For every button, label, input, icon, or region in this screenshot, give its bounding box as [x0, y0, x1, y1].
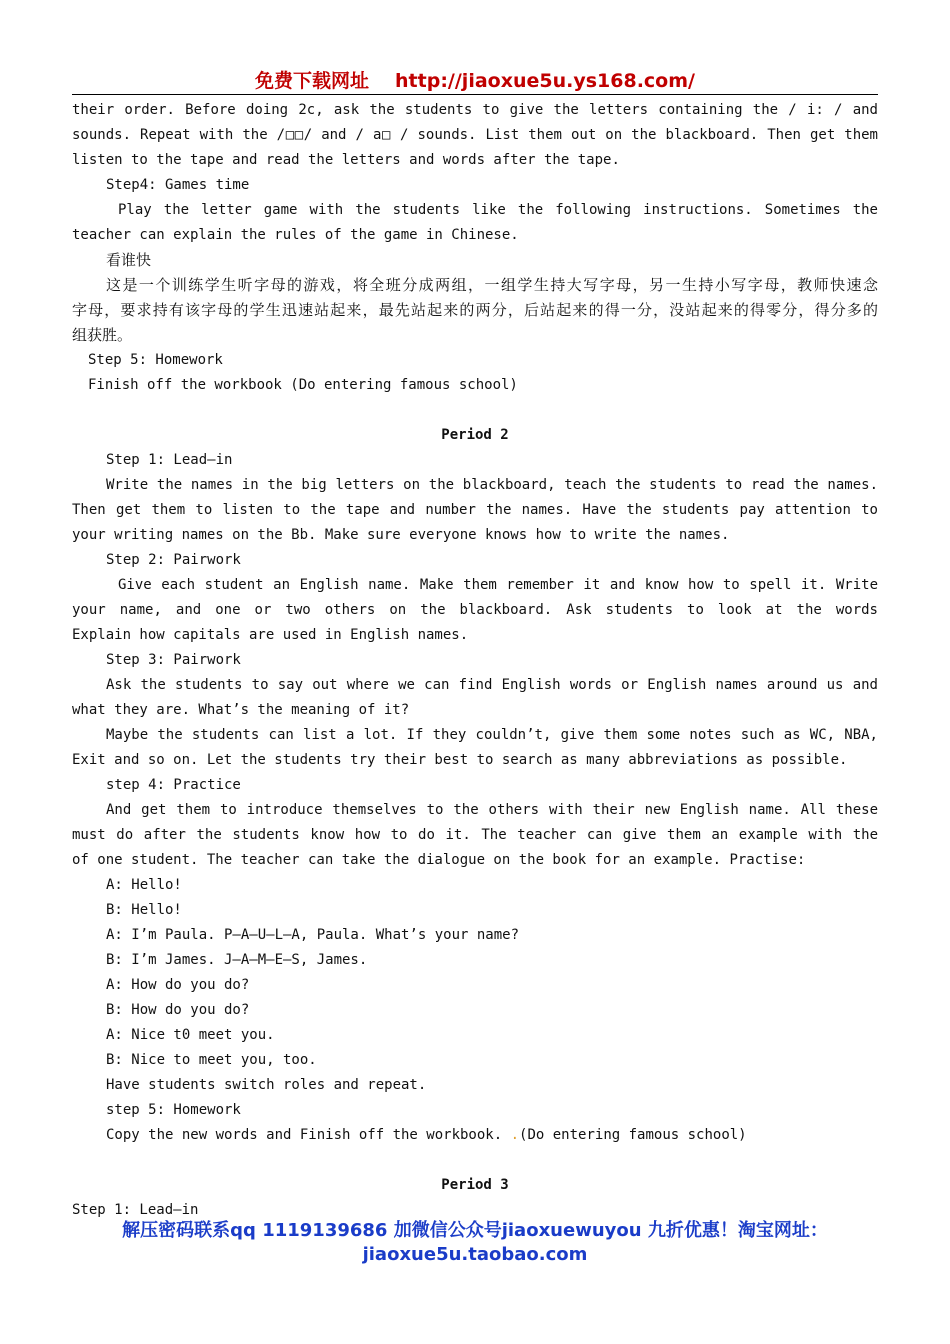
- step-heading: Step 2: Pairwork: [106, 552, 241, 568]
- header-url-link[interactable]: http://jiaoxue5u.ys168.com/: [395, 70, 695, 92]
- dialogue-line: B: How do you do?: [106, 1002, 250, 1018]
- text-line: your writing names on the Bb. Make sure everyone knows how to write the names.: [72, 527, 730, 543]
- text-line: Exit and so on. Let the students try their best to search as many abbreviations as possible.: [72, 752, 848, 768]
- step-heading: step 4: Practice: [106, 777, 241, 793]
- step-heading: Step 3: Pairwork: [106, 652, 241, 668]
- header-label: 免费下载网址: [255, 70, 370, 92]
- text-line: what they are. What’s the meaning of it?: [72, 702, 410, 718]
- text-line: of one student. The teacher can take the dialogue on the book for an example. Practise:: [72, 852, 806, 868]
- text-line: teacher can explain the rules of the game in Chinese.: [72, 227, 519, 243]
- chinese-text-line: 字母，要求持有该字母的学生迅速站起来，最先站起来的两分，后站起来的得一分，没站起来的得零分，得分多的: [72, 301, 878, 319]
- lesson-body: [72, 98, 878, 1223]
- dialogue-line: A: Hello!: [106, 877, 182, 893]
- text-line: Maybe the students can list a lot. If they couldn’t, give them some notes such as WC, NBA,: [106, 727, 878, 743]
- chinese-text-line: 组获胜。: [72, 326, 133, 344]
- footer-line-1: 解压密码联系qq 1119139686 加微信公众号jiaoxuewuyou 九折优惠！淘宝网址：: [122, 1220, 828, 1241]
- dialogue-line: A: I’m Paula. P—A—U—L—A, Paula. What’s your name?: [106, 927, 520, 943]
- dialogue-line: B: I’m James. J—A—M—E—S, James.: [106, 952, 368, 968]
- homework-note: (Do entering famous school): [519, 1127, 747, 1143]
- period-title: Period 2: [441, 427, 509, 443]
- step-heading: Step 1: Lead—in: [106, 452, 233, 468]
- text-line: Explain how capitals are used in English names.: [72, 627, 469, 643]
- dialogue-line: B: Nice to meet you, too.: [106, 1052, 317, 1068]
- text-line: sounds. Repeat with the /□□/ and / a□ / sounds. List them out on the blackboard. Then get them: [72, 127, 878, 143]
- footer-shop-link[interactable]: jiaoxue5u.taobao.com: [362, 1244, 588, 1265]
- dialogue-line: A: How do you do?: [106, 977, 250, 993]
- game-title: 看谁快: [106, 251, 152, 269]
- text-line: Give each student an English name. Make them remember it and know how to spell it. Write: [118, 577, 878, 593]
- step-heading: Step 5: Homework: [88, 352, 223, 368]
- step-heading: step 5: Homework: [106, 1102, 241, 1118]
- promo-footer: [0, 1219, 950, 1267]
- download-header: [0, 66, 950, 93]
- header-rule: [72, 94, 878, 95]
- text-line: your name, and one or two others on the blackboard. Ask students to look at the words: [72, 602, 878, 618]
- text-line: must do after the students know how to do it. The teacher can give them an example with the: [72, 827, 878, 843]
- text-line: Ask the students to say out where we can find English words or English names around us and: [106, 677, 878, 693]
- chinese-text-line: 这是一个训练学生听字母的游戏，将全班分成两组，一组学生持大写字母，另一生持小写字母，教师快速念: [106, 276, 878, 294]
- dialogue-line: B: Hello!: [106, 902, 182, 918]
- text-line: And get them to introduce themselves to the others with their new English name. All these: [106, 802, 878, 818]
- homework-line: [72, 1123, 878, 1148]
- step-heading: Step 1: Lead—in: [72, 1202, 199, 1218]
- homework-text: Copy the new words and Finish off the workbook.: [106, 1127, 503, 1143]
- text-line: Write the names in the big letters on the blackboard, teach the students to read the names.: [106, 477, 878, 493]
- stray-dot: .: [510, 1127, 520, 1143]
- text-line: Then get them to listen to the tape and number the names. Have the students pay attention to: [72, 502, 878, 518]
- step-heading: Step4: Games time: [106, 177, 250, 193]
- period-title: Period 3: [441, 1177, 509, 1193]
- text-line: their order. Before doing 2c, ask the students to give the letters containing the / i: / and: [72, 102, 878, 118]
- text-line: Finish off the workbook (Do entering famous school): [88, 377, 518, 393]
- dialogue-line: A: Nice t0 meet you.: [106, 1027, 275, 1043]
- text-line: listen to the tape and read the letters and words after the tape.: [72, 152, 620, 168]
- text-line: Play the letter game with the students like the following instructions. Sometimes the: [118, 202, 878, 218]
- text-line: Have students switch roles and repeat.: [106, 1077, 427, 1093]
